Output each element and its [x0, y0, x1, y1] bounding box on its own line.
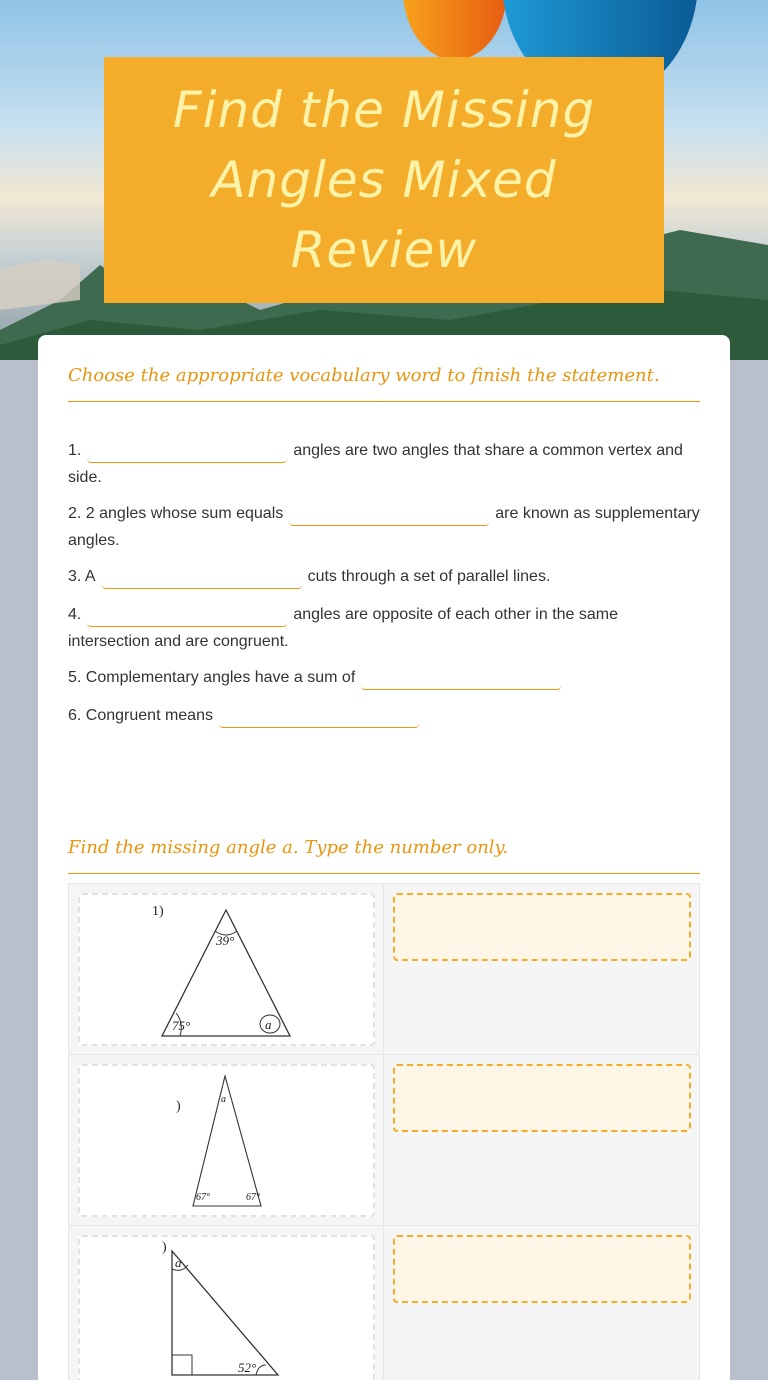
answer-input-1[interactable] — [393, 893, 691, 961]
problem-1-angle-left: 75° — [172, 1018, 191, 1033]
question-4 — [68, 601, 700, 655]
answer-input-3[interactable] — [393, 1235, 691, 1303]
problem-3-image — [78, 1235, 375, 1380]
question-5-prefix: 5. Complementary angles have a sum of — [68, 669, 356, 686]
question-6-blank[interactable] — [219, 706, 419, 728]
question-2-suffix: are known as supplementary angles. — [68, 505, 700, 549]
question-1 — [68, 437, 700, 491]
problem-2-angle-a: a — [221, 1094, 226, 1105]
problem-3-angle-a: a — [175, 1255, 182, 1270]
question-1-suffix: angles are two angles that share a common vertex and side. — [68, 442, 683, 486]
problem-3-angle-bottom: 52° — [238, 1360, 257, 1375]
question-6-prefix: 6. Congruent means — [68, 707, 213, 724]
problem-1-angle-a: a — [265, 1017, 272, 1032]
problem-1-image — [78, 893, 375, 1046]
vocabulary-instruction: Choose the appropriate vocabulary word to finish the statement. — [68, 363, 700, 402]
missing-angle-instruction: Find the missing angle a. Type the number only. — [68, 835, 700, 874]
problem-1-angle-top: 39° — [216, 933, 235, 948]
question-3-suffix: cuts through a set of parallel lines. — [307, 568, 551, 585]
problem-2-image — [78, 1064, 375, 1217]
page-title-banner — [104, 57, 664, 303]
problem-1-number: 1) — [152, 904, 164, 919]
problem-row-1 — [69, 884, 699, 1055]
problem-row-2 — [69, 1055, 699, 1226]
question-3 — [68, 563, 700, 590]
problem-row-3 — [69, 1226, 699, 1380]
question-2-prefix: 2. 2 angles whose sum equals — [68, 505, 284, 522]
problem-2-angle-right: 67° — [246, 1192, 260, 1203]
question-5-blank[interactable] — [361, 668, 561, 690]
question-1-blank[interactable] — [87, 441, 287, 463]
question-5 — [68, 664, 700, 691]
question-2 — [68, 500, 700, 554]
problem-2-number: ) — [176, 1099, 181, 1114]
question-6 — [68, 702, 700, 729]
question-4-blank[interactable] — [87, 605, 287, 627]
worksheet-card — [38, 335, 730, 1380]
question-3-prefix: 3. A — [68, 568, 96, 585]
question-4-suffix: angles are opposite of each other in the same intersection and are congruent. — [68, 606, 618, 650]
page-title: Find the Missing Angles Mixed Review — [172, 81, 596, 279]
question-1-prefix: 1. — [68, 442, 82, 459]
question-2-blank[interactable] — [289, 504, 489, 526]
problem-grid — [68, 883, 700, 1380]
problem-2-angle-left: 67° — [196, 1192, 210, 1203]
question-4-prefix: 4. — [68, 606, 82, 623]
question-3-blank[interactable] — [102, 567, 302, 589]
answer-input-2[interactable] — [393, 1064, 691, 1132]
problem-3-number: ) — [162, 1240, 167, 1255]
